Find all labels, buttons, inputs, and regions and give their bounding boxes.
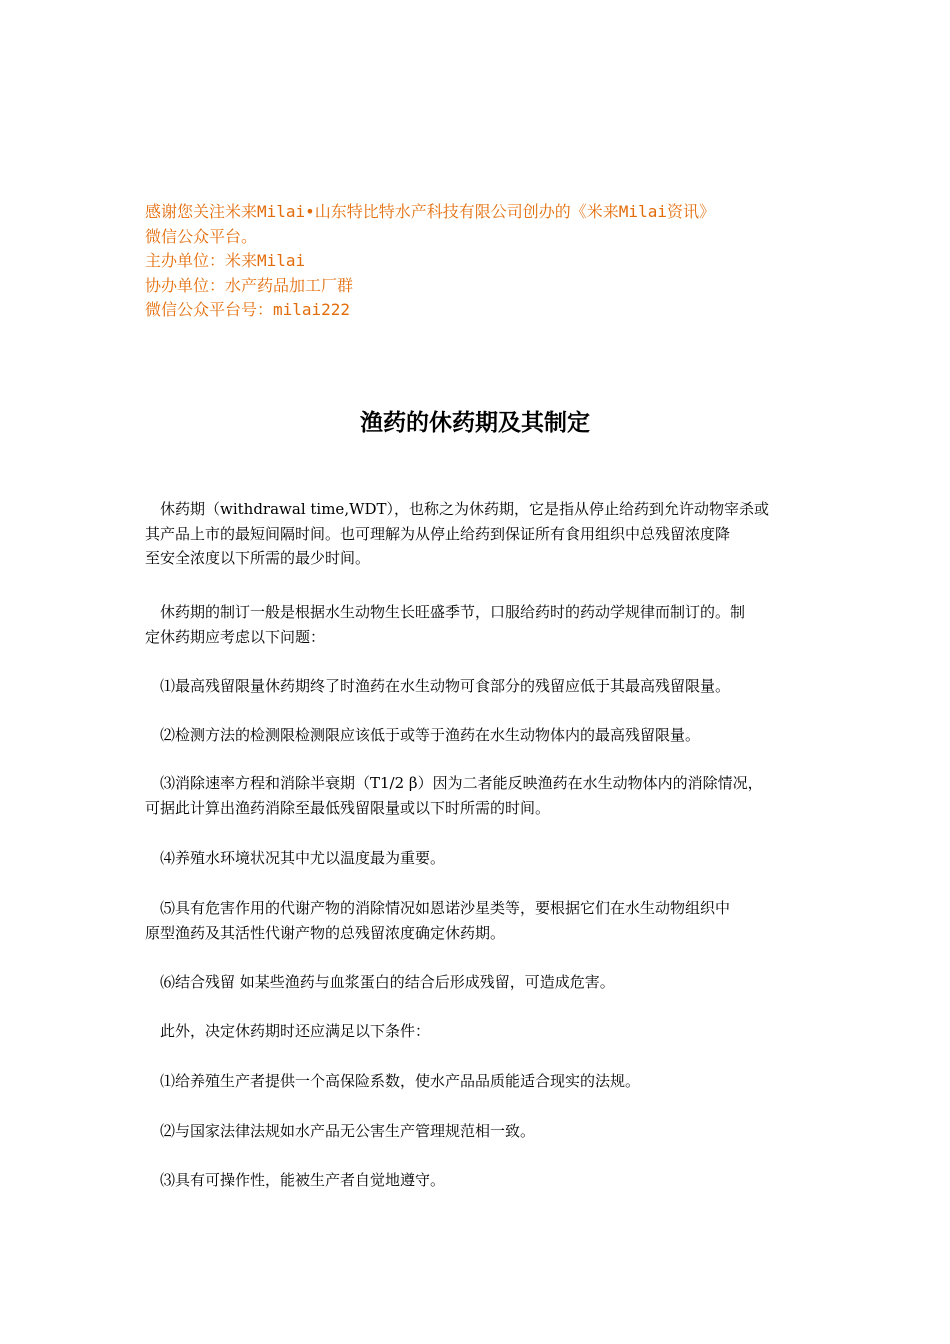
notice-line-1: 感谢您关注米来Milai•山东特比特水产科技有限公司创办的《米来Milai资讯》 xyxy=(145,202,715,221)
paragraph-line: 休药期（withdrawal time,WDT），也称之为休药期，它是指从停止给药到允许动物宰杀或 xyxy=(160,500,770,518)
paragraph-line: ⑸具有危害作用的代谢产物的消除情况如恩诺沙星类等，要根据它们在水生动物组织中 xyxy=(160,899,731,917)
paragraph-line: 可据此计算出渔药消除至最低残留限量或以下时所需的时间。 xyxy=(145,798,551,817)
paragraph-line: 定休药期应考虑以下问题： xyxy=(145,627,326,646)
notice-line-2: 微信公众平台。 xyxy=(145,226,258,246)
wechat-id-line: 微信公众平台号：milai222 xyxy=(145,300,351,319)
co-sponsor-line: 协办单位：水产药品加工厂群 xyxy=(145,275,354,295)
sponsor-line: 主办单位：米来Milai xyxy=(145,251,306,270)
article-title: 渔药的休药期及其制定 xyxy=(360,410,590,436)
consideration-item-4: ⑷养殖水环境状况其中尤以温度最为重要。 xyxy=(160,849,446,867)
condition-item-2: ⑵与国家法律法规如水产品无公害生产管理规范相一致。 xyxy=(160,1122,536,1140)
paragraph-conditions-intro: 此外，决定休药期时还应满足以下条件： xyxy=(160,1022,431,1040)
consideration-item-1: ⑴最高残留限量休药期终了时渔药在水生动物可食部分的残留应低于其最高残留限量。 xyxy=(160,677,731,695)
paragraph-line: ⑶消除速率方程和消除半衰期（T1/2 β）因为二者能反映渔药在水生动物体内的消除情况， xyxy=(160,774,763,792)
paragraph-considerations-intro xyxy=(145,600,825,649)
paragraph-definition xyxy=(145,497,825,571)
publisher-notice xyxy=(145,200,825,323)
consideration-item-5 xyxy=(145,896,825,945)
consideration-item-3 xyxy=(145,771,825,820)
condition-item-3: ⑶具有可操作性，能被生产者自觉地遵守。 xyxy=(160,1171,446,1189)
consideration-item-2: ⑵检测方法的检测限检测限应该低于或等于渔药在水生动物体内的最高残留限量。 xyxy=(160,726,701,744)
condition-item-1: ⑴给养殖生产者提供一个高保险系数，使水产品品质能适合现实的法规。 xyxy=(160,1072,641,1090)
consideration-item-6: ⑹结合残留 如某些渔药与血浆蛋白的结合后形成残留，可造成危害。 xyxy=(160,973,615,991)
paragraph-line: 至安全浓度以下所需的最少时间。 xyxy=(145,549,371,567)
paragraph-line: 原型渔药及其活性代谢产物的总残留浓度确定休药期。 xyxy=(145,923,506,942)
paragraph-line: 休药期的制订一般是根据水生动物生长旺盛季节，口服给药时的药动学规律而制订的。制 xyxy=(160,603,746,621)
paragraph-line: 其产品上市的最短间隔时间。也可理解为从停止给药到保证所有食用组织中总残留浓度降 xyxy=(145,524,731,543)
